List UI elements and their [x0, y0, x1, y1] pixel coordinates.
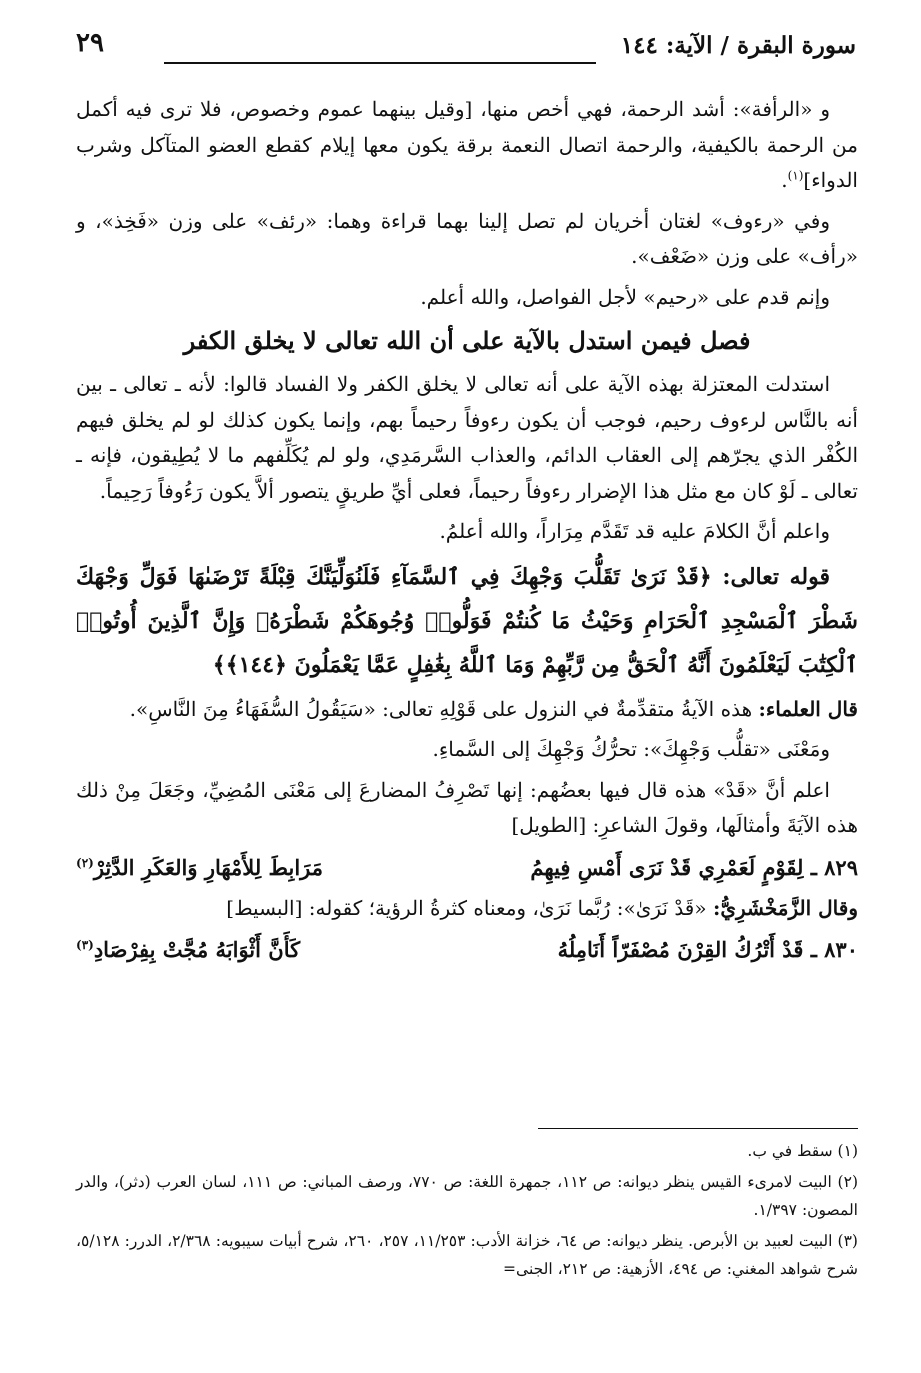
paragraph-note: واعلم أنَّ الكلامَ عليه قد تَقَدَّم مِرَاراً، والله أعلمُ.	[439, 519, 830, 543]
poetry-verse-829	[76, 849, 858, 887]
paragraph-order: وإنم قدم على «رحيم» لأجل الفواصل، والله أعلم.	[420, 284, 830, 309]
paragraph-zamakhshari: وقال الزَّمَخْشَرِيُّ: «قَدْ نَرَىٰ»: رُبَّما نَرَىٰ، ومعناه كثرةُ الرؤية؛ كقوله: [البسيط]	[226, 895, 858, 920]
footnote-ref-2: (٢)	[76, 855, 94, 870]
scholars-lead: قال العلماء:	[758, 696, 858, 721]
footnote-rule	[538, 1128, 858, 1129]
running-header	[76, 26, 856, 66]
paragraph-meaning: ومَعْنَى «تقلُّب وَجْهِكَ»: تحرُّكُ وَجْهِكَ إلى السَّماءِ.	[432, 737, 830, 761]
quran-verse: ﴿قَدْ نَرَىٰ تَقَلُّبَ وَجْهِكَ فِي ٱلسَّمَآءِ فَلَنُوَلِّيَنَّكَ قِبْلَةً تَرْضَىٰهَا فَوَلِّ وَجْهَكَ شَطْرَ ٱلْمَسْجِدِ ٱلْحَرَامِ وَحَيْثُ مَا كُنتُمْ فَوَلُّوا۟ وُجُوهَكُمْ شَطْرَهُۥ وَإِنَّ ٱلَّذِينَ أُوتُوا۟ ٱلْكِتَٰبَ لَيَعْلَمُونَ أَنَّهُ ٱلْحَقُّ مِن رَّبِّهِمْ وَمَا ٱللَّهُ بِغَٰفِلٍ عَمَّا يَعْمَلُونَ ﴿١٤٤﴾﴾	[76, 563, 858, 678]
main-text	[76, 92, 858, 973]
paragraph-qad: اعلم أنَّ «قَدْ» هذه قال فيها بعضُهم: إنها تَصْرِفُ المضارعَ إلى مَعْنَى المُضِيِّ، وجَعَلَ مِنْ ذلك هذه الآيَةَ وأمثالَها، وقولَ الشاعرِ: [الطويل]	[76, 777, 858, 837]
paragraph-mutazila: استدلت المعتزلة بهذه الآية على أنه تعالى لا يخلق الكفر ولا الفساد قالوا: لأنه ـ تعالى ـ بين أنه بالنَّاس لرءوف رحيم، فوجب أن يكون رءوفاً رحيماً بهم، وإنما يكون كذلك لو لم يخلق فيهم الكُفْر الذي يجرّهم إلى العقاب الدائم، والعذاب السَّرمَدِي، ولو لم يُكَلِّفهم ما لا يُطِيقون، فإنه ـ تعالى ـ لَوْ كان مع مثل هذا الإضرار رءوفاً رحيماً، فعلى أيِّ طريقٍ يتصور ألاَّ يكون رَءُوفاً رَحِيماً.	[76, 372, 858, 503]
page-number: ٢٩	[76, 28, 104, 58]
header-title: سورة البقرة / الآية: ١٤٤	[620, 32, 856, 59]
paragraph-scholars: قال العلماء: هذه الآيةُ متقدِّمةٌ في النزول على قَوْلِهِ تعالى: «سَيَقُولُ السُّفَهَاءُ مِنَ النَّاسِ».	[129, 696, 858, 721]
footnote-ref-1: (١)	[787, 168, 804, 183]
quran-verse-block	[76, 555, 858, 687]
paragraph-rauf: وفي «رءوف» لغتان أخريان لم تصل إلينا بهما قراءة وهما: «رئف» على وزن «فَخِذ»، و «رأف» على وزن «ضَعْف».	[76, 208, 858, 268]
zamakhshari-lead: وقال الزَّمَخْشَرِيُّ:	[712, 895, 858, 920]
header-rule	[164, 62, 596, 64]
quran-lead: قوله تعالى:	[722, 563, 831, 590]
section-heading: فصل فيمن استدل بالآية على أن الله تعالى لا يخلق الكفر	[183, 326, 751, 355]
footnote-2: (٢) البيت لامرىء القيس ينظر ديوانه: ص ١١٢، جمهرة اللغة: ص ٧٧٠، ورصف المباني: ص ١١١، لسان العرب (دثر)، والدر المصون: ١/٣٩٧.	[76, 1173, 858, 1219]
footnote-3: (٣) البيت لعبيد بن الأبرص. ينظر ديوانه: ص ٦٤، خزانة الأدب: ١١/٢٥٣، ٢٥٧، ٢٦٠، شرح أبيات سيبويه: ٢/٣٦٨، الدرر: ٥/١٢٨، شرح شواهد المغني: ص ٤٩٤، الأزهية: ص ٢١٢، الجنى=	[76, 1232, 858, 1278]
verse-830-second-hemistich: كَأَنَّ أَثْوَابَهُ مُجَّتْ بِفِرْصَادِ$^{(٣)}$	[76, 937, 301, 962]
verse-829-second-hemistich: مَرَابِطَ لِلأَمْهَارِ وَالعَكَرِ الدَّثِرْ$^{(٢)}$	[76, 854, 323, 880]
paragraph-rafa: و «الرأفة»: أشد الرحمة، فهي أخص منها، [وقيل بينهما عموم وخصوص، فلا ترى فيه أكمل من الرحمة بالكيفية، والرحمة اتصال النعمة برقة يكون معها إيلام كقطع العضو المتآكل وشرب الدواء]$^{(١)}$.	[76, 97, 858, 192]
verse-830-first-hemistich: ٨٣٠ ـ قَدْ أَتْرُكُ القِرْنَ مُصْفَرّاً أَنَامِلُهُ	[557, 937, 858, 962]
footnote-ref-3: (٣)	[76, 938, 94, 952]
footnotes	[76, 1128, 858, 1286]
verse-829-first-hemistich: ٨٢٩ ـ لِقَوْمٍ لَعَمْرِي قَدْ نَرَى أَمْسِ فِيهِمُ	[530, 854, 858, 880]
footnote-1: (١) سقط في ب.	[747, 1142, 858, 1160]
poetry-verse-830	[76, 931, 858, 969]
